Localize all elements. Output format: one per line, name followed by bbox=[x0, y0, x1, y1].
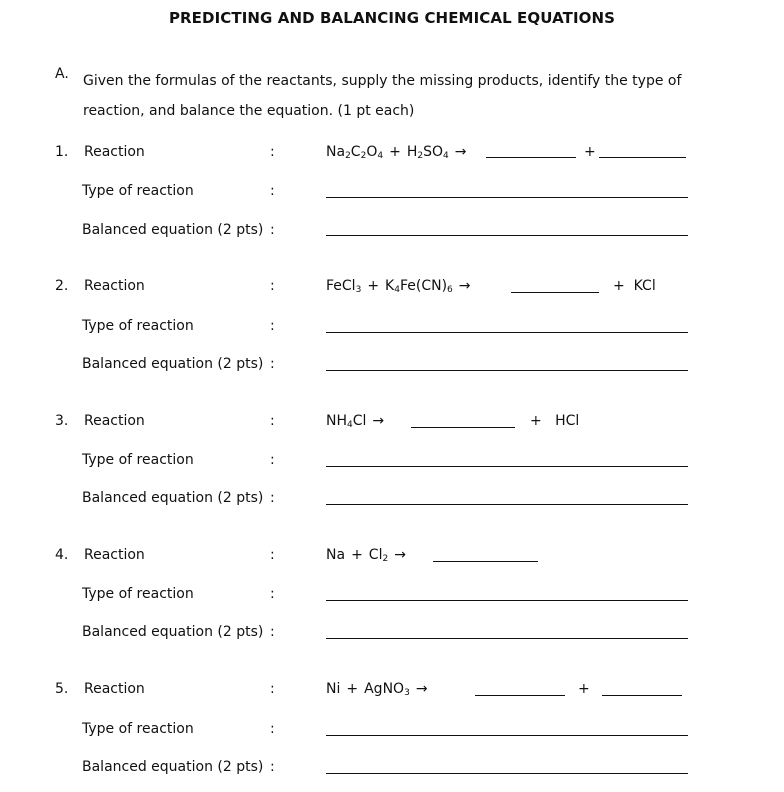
balanced-label: Balanced equation (2 pts) bbox=[82, 356, 264, 372]
reaction-label: Reaction bbox=[84, 681, 145, 697]
product-1-blank[interactable] bbox=[511, 292, 599, 293]
type-answer-line[interactable] bbox=[326, 197, 688, 198]
colon: : bbox=[270, 759, 275, 775]
equation: $NH_4Cl$ → bbox=[326, 413, 385, 430]
equation: Ni + AgNO$_3$ → bbox=[326, 681, 428, 698]
colon: : bbox=[270, 452, 275, 468]
equation: $Na_2C_2O_4 + H_2SO_4$ → bbox=[326, 144, 467, 161]
balanced-label: Balanced equation (2 pts) bbox=[82, 624, 264, 640]
colon: : bbox=[270, 278, 275, 294]
reaction-label: Reaction bbox=[84, 547, 145, 563]
item-number: 4. bbox=[55, 547, 69, 563]
page-title: PREDICTING AND BALANCING CHEMICAL EQUATIONS bbox=[168, 9, 616, 27]
plus-sign: + bbox=[578, 681, 590, 697]
item-number: 3. bbox=[55, 413, 69, 429]
section-instructions: Given the formulas of the reactants, supply the missing products, identify the type of reaction, and balance the equation. (1 pt each) bbox=[83, 73, 682, 119]
type-answer-line[interactable] bbox=[326, 332, 688, 333]
colon: : bbox=[270, 413, 275, 429]
product-1-blank[interactable] bbox=[475, 695, 565, 696]
colon: : bbox=[270, 547, 275, 563]
equation: $Na + Cl_2$ → bbox=[326, 547, 406, 564]
item-number: 2. bbox=[55, 278, 69, 294]
balanced-answer-line[interactable] bbox=[326, 235, 688, 236]
balanced-label: Balanced equation (2 pts) bbox=[82, 222, 264, 238]
product-2-blank[interactable] bbox=[599, 157, 686, 158]
colon: : bbox=[270, 356, 275, 372]
product-1-blank[interactable] bbox=[411, 427, 515, 428]
section-letter: A. bbox=[55, 66, 69, 82]
colon: : bbox=[270, 681, 275, 697]
colon: : bbox=[270, 721, 275, 737]
colon: : bbox=[270, 490, 275, 506]
colon: : bbox=[270, 586, 275, 602]
balanced-answer-line[interactable] bbox=[326, 504, 688, 505]
item-number: 5. bbox=[55, 681, 69, 697]
colon: : bbox=[270, 624, 275, 640]
item-number: 1. bbox=[55, 144, 69, 160]
type-answer-line[interactable] bbox=[326, 735, 688, 736]
type-label: Type of reaction bbox=[82, 721, 194, 737]
equation: FeCl$_3$ + $K_4Fe(CN)_6$ → bbox=[326, 278, 471, 295]
colon: : bbox=[270, 144, 275, 160]
colon: : bbox=[270, 318, 275, 334]
reaction-label: Reaction bbox=[84, 278, 145, 294]
balanced-answer-line[interactable] bbox=[326, 370, 688, 371]
colon: : bbox=[270, 183, 275, 199]
balanced-answer-line[interactable] bbox=[326, 773, 688, 774]
reaction-label: Reaction bbox=[84, 413, 145, 429]
plus-sign: + bbox=[584, 144, 596, 160]
type-label: Type of reaction bbox=[82, 586, 194, 602]
known-product: + KCl bbox=[613, 278, 656, 294]
product-2-blank[interactable] bbox=[602, 695, 682, 696]
product-1-blank[interactable] bbox=[433, 561, 538, 562]
type-label: Type of reaction bbox=[82, 183, 194, 199]
balanced-label: Balanced equation (2 pts) bbox=[82, 490, 264, 506]
type-label: Type of reaction bbox=[82, 452, 194, 468]
product-1-blank[interactable] bbox=[486, 157, 576, 158]
balanced-label: Balanced equation (2 pts) bbox=[82, 759, 264, 775]
colon: : bbox=[270, 222, 275, 238]
balanced-answer-line[interactable] bbox=[326, 638, 688, 639]
reaction-label: Reaction bbox=[84, 144, 145, 160]
type-answer-line[interactable] bbox=[326, 466, 688, 467]
known-product: + HCl bbox=[530, 413, 580, 429]
type-answer-line[interactable] bbox=[326, 600, 688, 601]
type-label: Type of reaction bbox=[82, 318, 194, 334]
